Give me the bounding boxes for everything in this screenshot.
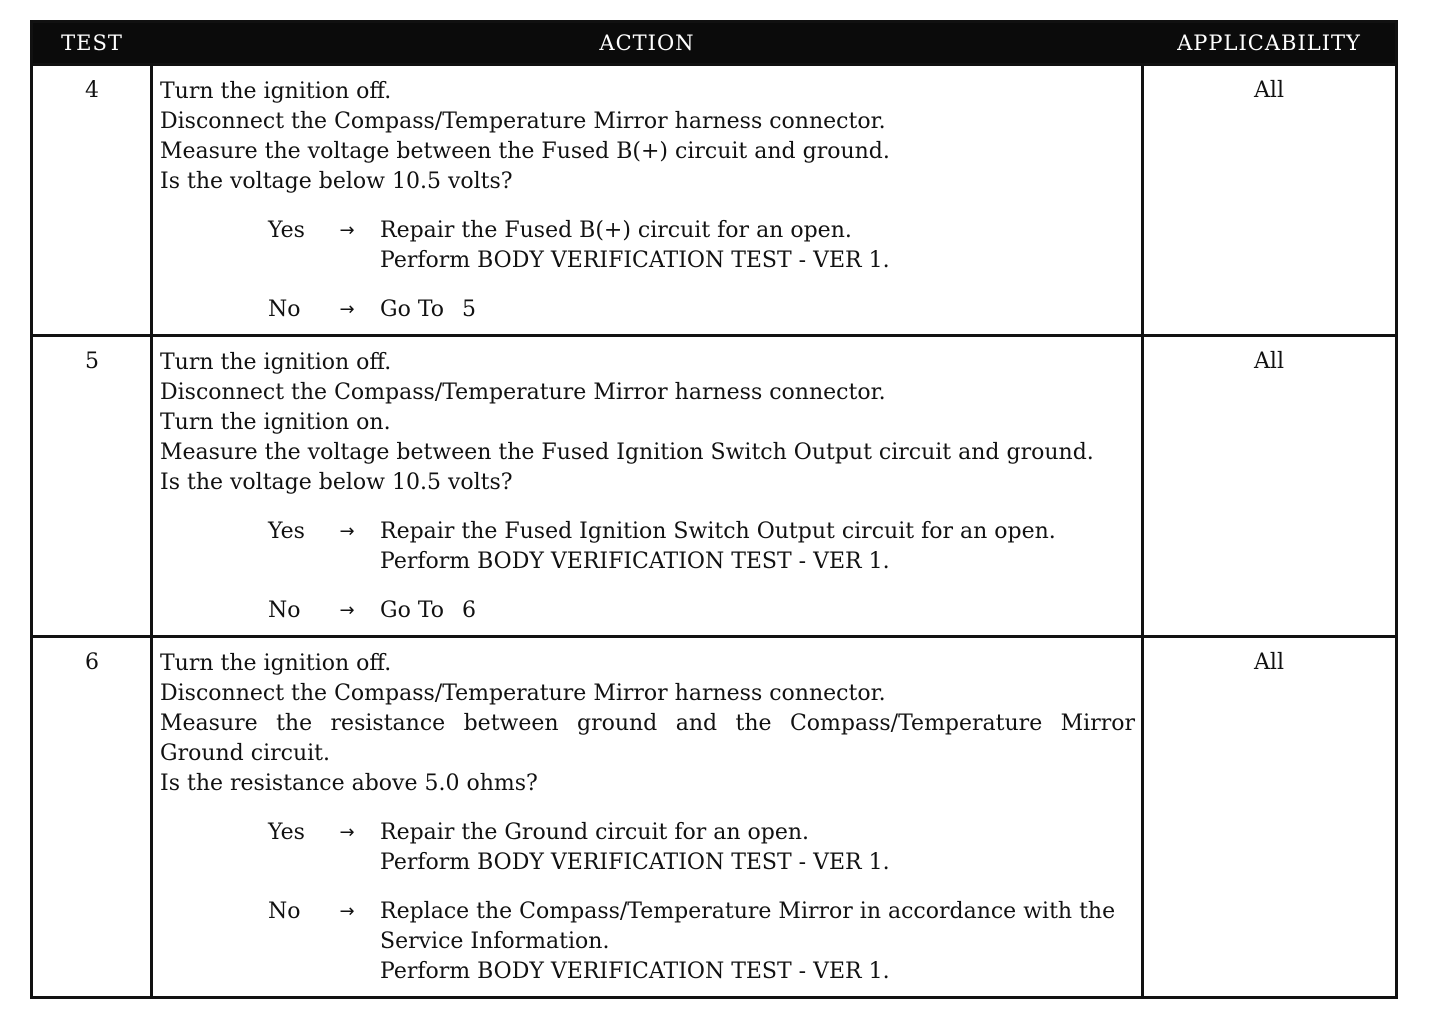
result-line: Repair the Ground circuit for an open.: [380, 820, 810, 845]
table-row-test-5: [33, 334, 1395, 635]
result-line: Perform BODY VERIFICATION TEST - VER 1.: [380, 248, 890, 273]
action-cell: [160, 649, 1135, 987]
yes-result: [380, 216, 1135, 276]
test-number: 4: [85, 78, 99, 103]
arrow-right-icon: →: [339, 220, 355, 241]
arrow-right-icon: →: [339, 299, 355, 320]
action-step: Is the voltage below 10.5 volts?: [160, 470, 513, 495]
result-line: Perform BODY VERIFICATION TEST - VER 1.: [380, 850, 890, 875]
yes-outcome: [268, 216, 1135, 276]
table-row-test-6: [33, 635, 1395, 996]
result-line: Perform BODY VERIFICATION TEST - VER 1.: [380, 959, 890, 984]
result-line: Repair the Fused B(+) circuit for an open.: [380, 218, 852, 243]
header-applicability: APPLICABILITY: [1177, 31, 1361, 55]
arrow-right-icon: →: [339, 521, 355, 542]
goto-text: Go To: [380, 598, 445, 623]
no-outcome: [268, 897, 1135, 987]
header-action: ACTION: [599, 31, 695, 55]
applicability-value: All: [1254, 78, 1284, 103]
result-line: Service Information.: [380, 929, 610, 954]
result-line: Repair the Fused Ignition Switch Output circuit for an open.: [380, 519, 1056, 544]
action-step: Is the voltage below 10.5 volts?: [160, 169, 513, 194]
arrow-right-icon: →: [339, 600, 355, 621]
action-step: Measure the voltage between the Fused Ignition Switch Output circuit and ground.: [160, 440, 1094, 465]
arrow-right-icon: →: [339, 901, 355, 922]
no-result: [380, 596, 1135, 626]
yes-outcome: [268, 517, 1135, 577]
diagnostic-test-table: [30, 20, 1398, 999]
yes-label: Yes: [268, 820, 305, 845]
no-outcome: [268, 295, 1135, 325]
action-step: Turn the ignition off.: [160, 651, 392, 676]
action-step: Disconnect the Compass/Temperature Mirror harness connector.: [160, 380, 886, 405]
yes-result: [380, 818, 1135, 878]
action-step: Turn the ignition off.: [160, 350, 392, 375]
test-number: 6: [85, 650, 99, 675]
result-line: Replace the Compass/Temperature Mirror in accordance with the: [380, 899, 1116, 924]
column-divider: [150, 63, 153, 996]
table-header: [33, 23, 1395, 63]
result-line: Perform BODY VERIFICATION TEST - VER 1.: [380, 549, 890, 574]
action-step: Turn the ignition on.: [160, 410, 391, 435]
action-step: Disconnect the Compass/Temperature Mirror harness connector.: [160, 681, 886, 706]
table-row-test-4: [33, 63, 1395, 334]
action-step: Measure the voltage between the Fused B(+) circuit and ground.: [160, 139, 890, 164]
action-step: Is the resistance above 5.0 ohms?: [160, 771, 538, 796]
action-step: Measure the resistance between ground and the Compass/Temperature Mirror: [160, 711, 1135, 736]
goto-test-link[interactable]: 6: [462, 598, 477, 623]
header-test: TEST: [61, 31, 123, 55]
yes-outcome: [268, 818, 1135, 878]
arrow-right-icon: →: [339, 822, 355, 843]
applicability-value: All: [1254, 349, 1284, 374]
no-outcome: [268, 596, 1135, 626]
no-label: No: [268, 297, 301, 322]
no-label: No: [268, 899, 301, 924]
no-result: [380, 295, 1135, 325]
column-divider: [1141, 63, 1144, 996]
yes-label: Yes: [268, 519, 305, 544]
applicability-value: All: [1254, 650, 1284, 675]
yes-label: Yes: [268, 218, 305, 243]
action-cell: [160, 348, 1135, 626]
action-step: Disconnect the Compass/Temperature Mirror harness connector.: [160, 109, 886, 134]
action-step: Turn the ignition off.: [160, 79, 392, 104]
no-label: No: [268, 598, 301, 623]
test-number: 5: [85, 349, 99, 374]
no-result: [380, 897, 1135, 987]
goto-text: Go To: [380, 297, 445, 322]
yes-result: [380, 517, 1135, 577]
action-cell: [160, 77, 1135, 325]
action-step: Ground circuit.: [160, 741, 330, 766]
goto-test-link[interactable]: 5: [462, 297, 477, 322]
